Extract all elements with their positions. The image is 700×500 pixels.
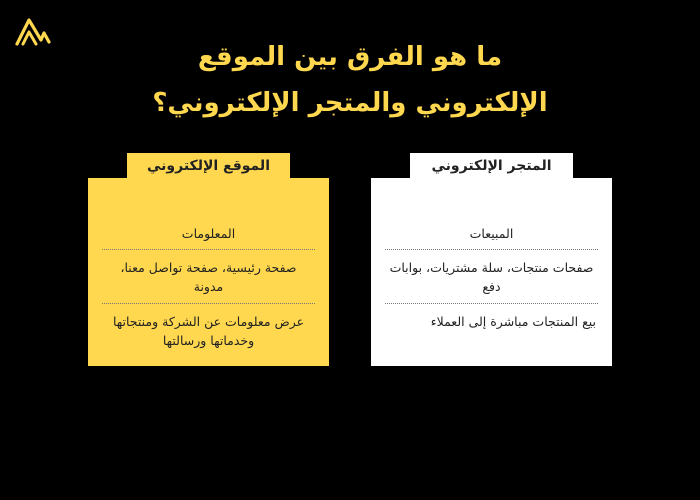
website-pages: صفحة رئيسية، صفحة تواصل معنا، مدونة bbox=[102, 249, 315, 303]
website-category: المعلومات bbox=[181, 226, 236, 241]
brand-peak-logo-icon bbox=[14, 16, 52, 48]
title-line-1: ما هو الفرق بين الموقع bbox=[197, 42, 503, 72]
store-card bbox=[371, 178, 612, 366]
store-category: المبيعات bbox=[469, 226, 514, 241]
website-purpose: عرض معلومات عن الشركة ومنتجاتها وخدماتها ورسالتها bbox=[102, 303, 315, 357]
page-title bbox=[100, 34, 600, 126]
website-card bbox=[88, 178, 329, 366]
title-line-2: الإلكتروني والمتجر الإلكتروني؟ bbox=[152, 88, 548, 118]
store-purpose: بيع المنتجات مباشرة إلى العملاء bbox=[385, 303, 598, 338]
store-pages: صفحات منتجات، سلة مشتريات، بوابات دفع bbox=[385, 249, 598, 303]
website-tab-label: الموقع الإلكتروني bbox=[127, 153, 290, 182]
store-tab-label: المتجر الإلكتروني bbox=[410, 153, 573, 182]
